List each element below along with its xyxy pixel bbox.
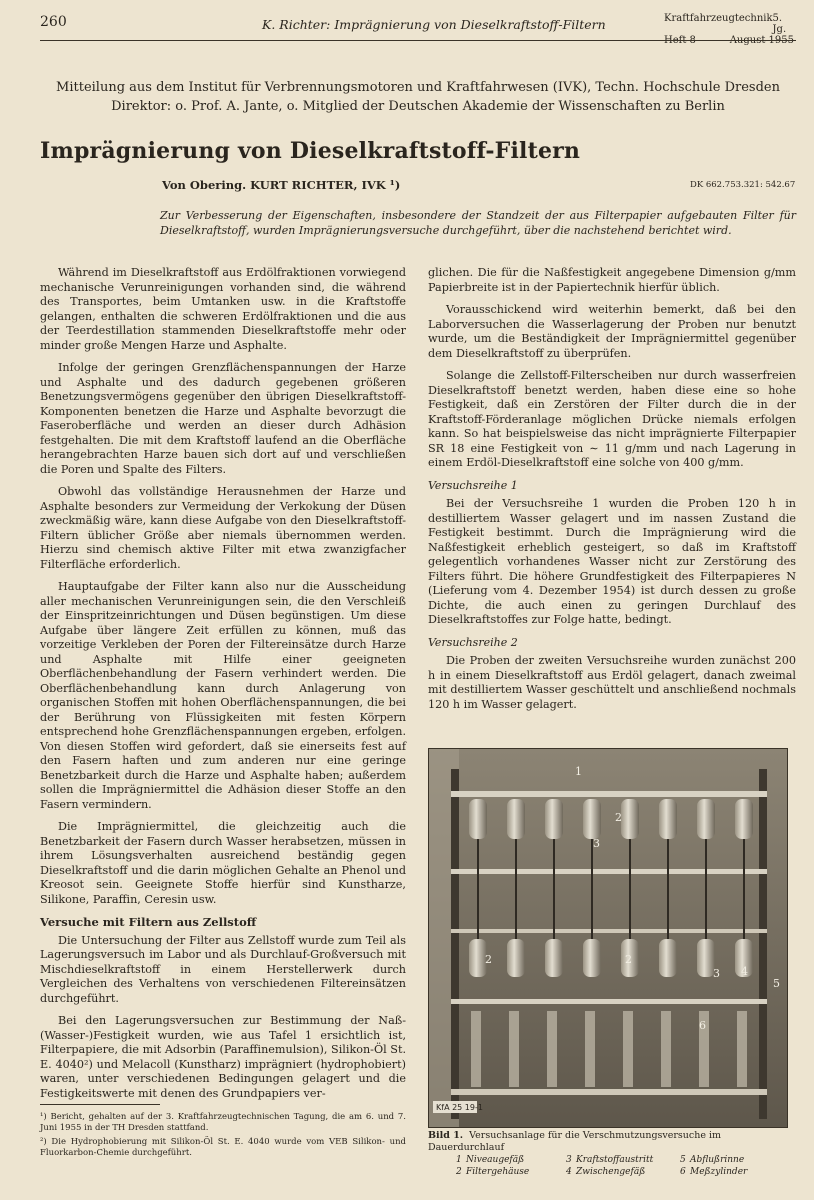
left-column bbox=[40, 266, 406, 1109]
legend-number: 5 bbox=[680, 1155, 686, 1165]
legend-text: Filtergehäuse bbox=[466, 1167, 530, 1177]
photo-label: 3 bbox=[713, 967, 720, 980]
paragraph: Solange die Zellstoff-Filterscheiben nur durch wasserfreien Dieselkraftstoff benetzt werden, haben diese eine so hohe Festigkeit, daß ein Zerstören der Filter durch die in der Kraftstoff-Förderanlage möglichen Drücke niemals erfolgen kann. So hat beispielsweise das nicht imprägnierte Filterpapier SR 18 eine Festigkeit von ∼ 11 g/mm und nach Lagerung in einem Erdöl-Dieselkraftstoff eine solche von 400 g/mm. bbox=[428, 369, 796, 469]
legend-number: 4 bbox=[566, 1167, 572, 1177]
photo-label: 1 bbox=[575, 765, 582, 778]
paragraph: Hauptaufgabe der Filter kann also nur die Ausscheidung aller mechanischen Verunreinigungen sein, die den Verschleiß der Einspritzeinrichtungen und Düsen begünstigen. Um diese Aufgabe über längere Zeit erfüllen zu können, muß das vorzeitige Verkleben der Poren der Filtereinsätze durch Harze und Asphalte mit Hilfe einer geeigneten Oberflächenbehandlung der Fasern verhindert werden. Die Oberflächenbehandlung kann durch Anlagerung von organischen Stoffen mit hohen Oberflächenspannungen, die bei der Berührung von Flüssigkeiten mit festen Körpern entsprechend hohe Grenzflächenspannungen ergeben, erfolgen. Von diesen Stoffen wird gefordert, daß sie einerseits fest auf den Fasern haften und zum anderen nur eine geringe Benetzbarkeit durch die Harze und Asphalte haben; außerdem sollen die Imprägniermittel die Adhäsion dieser Stoffe an den Fasern vermindern. bbox=[40, 580, 406, 811]
right-column bbox=[428, 266, 796, 720]
legend-text: Zwischengefäß bbox=[576, 1167, 646, 1177]
section-heading: Versuche mit Filtern aus Zellstoff bbox=[40, 915, 257, 929]
photo-label: 6 bbox=[699, 1019, 706, 1032]
photo-label: 3 bbox=[593, 837, 600, 850]
paragraph: Infolge der geringen Grenzflächenspannungen der Harze und Asphalte und des dadurch gegebenen größeren Benetzungsvermögens gegenüber den übrigen Dieselkraftstoff-Komponenten benetzen die Harze und Asphalte bevorzugt die Faseroberfläche und werden an dieser durch Adhäsion festgehalten. Die mit dem Kraftstoff laufend an die Oberfläche herangebrachten Harze bauen sich dort auf und verschließen die Poren und Spalte des Filters. bbox=[40, 361, 406, 476]
test-rig-illustration bbox=[429, 749, 787, 1127]
paragraph: Bei der Versuchsreihe 1 wurden die Proben 120 h in destilliertem Wasser gelagert und im nassen Zustand die Festigkeit bestimmt. Durch die Imprägnierung wird die Naßfestigkeit erheblich gesteigert, so daß im Kraftstoff gelegentlich vorhandenes Wasser nicht zur Zerstörung des Filters führt. Die höhere Grundfestigkeit des Filterpapieres N (Lieferung vom 4. Dezember 1954) ist durch dessen zu große Dichte, die auch einen zu geringen Durchlauf des Dieselkraftstoffes zur Folge hatte, bedingt. bbox=[428, 497, 796, 626]
legend-text: Abflußrinne bbox=[690, 1155, 745, 1165]
test-rig-photo bbox=[428, 748, 788, 1128]
article-title: Imprägnierung von Dieselkraftstoff-Filtern bbox=[40, 138, 581, 164]
dk-classification: DK 662.753.321: 542.67 bbox=[690, 180, 796, 190]
institute-line-2: Direktor: o. Prof. A. Jante, o. Mitglied der Deutschen Akademie der Wissenschaften zu Berlin bbox=[111, 99, 725, 114]
paragraph: Die Imprägniermittel, die gleichzeitig auch die Benetzbarkeit der Fasern durch Wasser herabsetzen, müssen in ihrem Lösungsverhalten ausreichend beständig gegen Dieselkraftstoff und die darin möglichen Gehalte an Phenol und Kreosot sein. Geeignete Stoffe hierfür sind Kunstharze, Silikone, Paraffin, Ceresin usw. bbox=[40, 820, 406, 906]
legend-text: Kraftstoffaustritt bbox=[576, 1155, 654, 1165]
paragraph: Obwohl das vollständige Herausnehmen der Harze und Asphalte besonders zur Vermeidung der Verkokung der Düsen zweckmäßig wäre, kann diese Aufgabe von den Dieselkraftstoff-Filtern üblicher Größe aber niemals übernommen werden. Hierzu sind chemisch aktive Filter mit etwa zwanzigfacher Filterfläche erforderlich. bbox=[40, 485, 406, 571]
paragraph: Die Untersuchung der Filter aus Zellstoff wurde zum Teil als Lagerungsversuch im Labor und als Durchlauf-Großversuch mit Mischdieselkraftstoff in einem Herstellerwerk durch Vergleichen des Verhaltens von verschiedenen Filtereinsätzen durchgeführt. bbox=[40, 933, 406, 1005]
institute-line-1: Mitteilung aus dem Institut für Verbrennungsmotoren und Kraftfahrwesen (IVK), Techn. Hochschule Dresden bbox=[56, 80, 780, 95]
journal-info bbox=[664, 13, 794, 46]
paragraph: Die Proben der zweiten Versuchsreihe wurden zunächst 200 h in einem Dieselkraftstoff aus Erdöl gelagert, danach zweimal mit destilliertem Wasser geschüttelt und anschließend nochmals 120 h im Wasser gelagert. bbox=[428, 654, 796, 711]
legend-number: 1 bbox=[456, 1155, 462, 1165]
figure-caption bbox=[428, 1130, 796, 1178]
caption-text: Versuchsanlage für die Verschmutzungsversuche im Dauerdurchlauf bbox=[428, 1130, 722, 1153]
subsection-heading: Versuchsreihe 1 bbox=[428, 478, 518, 492]
paragraph: Vorausschickend wird weiterhin bemerkt, daß bei den Laborversuchen die Wasserlagerung der Proben nur benutzt wurde, um die Beständigkeit der Imprägniermittel gegenüber dem Dieselkraftstoff zu überprüfen. bbox=[428, 303, 796, 360]
figure-legend bbox=[456, 1154, 796, 1178]
header-rule bbox=[40, 40, 796, 41]
page-number: 260 bbox=[40, 14, 67, 30]
legend-text: Niveaugefäß bbox=[466, 1155, 525, 1165]
photo-label: 2 bbox=[485, 953, 492, 966]
paragraph: Bei den Lagerungsversuchen zur Bestimmung der Naß-(Wasser-)Festigkeit wurden, wie aus Tafel 1 ersichtlich ist, Filterpapiere, die mit Adsorbin (Paraffinemulsion), Silikon-Öl St. E. 4040²) und Melacoll (Kunstharz) imprägniert (hydrophobiert) waren, unter verschiedenen Bedingungen gelagert und die Festigkeitswerte mit denen des Grundpapiers ver- bbox=[40, 1014, 406, 1100]
journal-name: Kraftfahrzeugtechnik bbox=[664, 13, 773, 24]
photo-label: 2 bbox=[625, 953, 632, 966]
photo-label: 4 bbox=[741, 965, 748, 978]
journal-volume: 5. Jg. bbox=[772, 13, 787, 35]
caption-label: Bild 1. bbox=[428, 1130, 464, 1141]
footnote-2: ²) Die Hydrophobierung mit Silikon-Öl St. E. 4040 wurde vom VEB Silikon- und Fluorkarbon-Chemie durchgeführt. bbox=[40, 1137, 406, 1158]
legend-number: 2 bbox=[456, 1167, 462, 1177]
article-author: Von Obering. KURT RICHTER, IVK ¹) bbox=[162, 178, 401, 192]
paragraph: glichen. Die für die Naßfestigkeit angegebene Dimension g/mm Papierbreite ist in der Papiertechnik hierfür üblich. bbox=[428, 266, 796, 294]
legend-number: 6 bbox=[680, 1167, 686, 1177]
legend-text: Meßzylinder bbox=[690, 1167, 748, 1177]
footnote-1: ¹) Bericht, gehalten auf der 3. Kraftfahrzeugtechnischen Tagung, die am 6. und 7. Juni 1955 in der TH Dresden stattfand. bbox=[40, 1112, 406, 1133]
footnote-rule bbox=[40, 1104, 160, 1105]
paragraph: Während im Dieselkraftstoff aus Erdölfraktionen vorwiegend mechanische Verunreinigungen vorhanden sind, die während des Transportes, beim Umtanken usw. in die Kraftstoffe gelangen, enthalten die schweren Erdölfraktionen und die aus der Teerdestillation stammenden Dieselkraftstoffe mehr oder minder große Mengen Harze und Asphalte. bbox=[40, 266, 406, 352]
running-title: K. Richter: Imprägnierung von Dieselkraftstoff-Filtern bbox=[262, 17, 606, 32]
subsection-heading: Versuchsreihe 2 bbox=[428, 635, 518, 649]
photo-label: 5 bbox=[773, 977, 780, 990]
photo-label: 2 bbox=[615, 811, 622, 824]
photo-stamp: KfA 25 19-1 bbox=[436, 1103, 483, 1112]
legend-number: 3 bbox=[566, 1155, 572, 1165]
article-abstract: Zur Verbesserung der Eigenschaften, insbesondere der Standzeit der aus Filterpapier aufgebauten Filter für Dieselkraftstoff, wurden Imprägnierungsversuche durchgeführt, über die nachstehend berichtet wird. bbox=[160, 209, 796, 237]
